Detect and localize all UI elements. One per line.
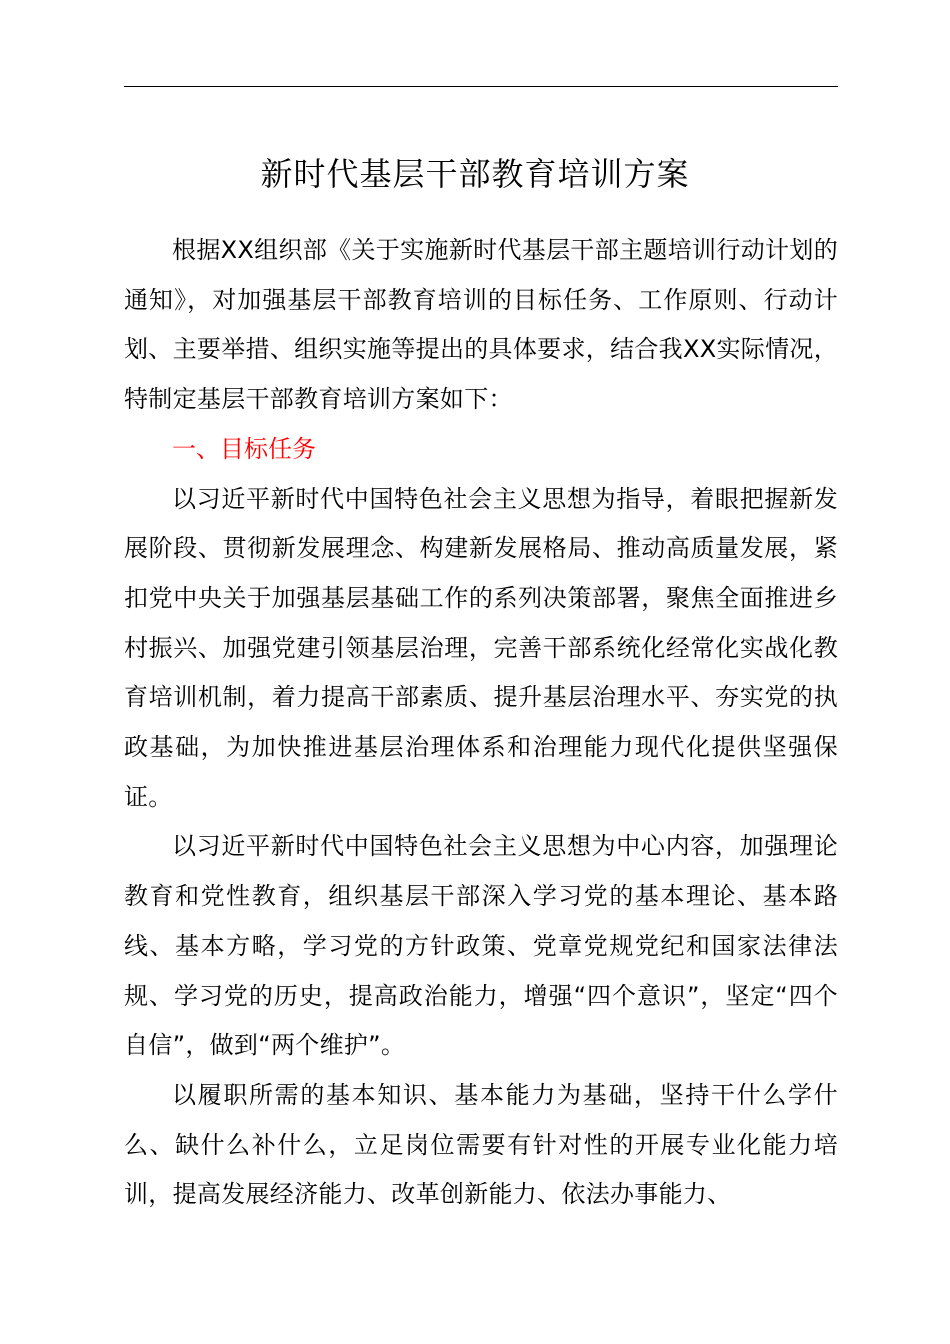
body-paragraph: 以习近平新时代中国特色社会主义思想为指导，着眼把握新发展阶段、贯彻新发展理念、构建新发展格局、推动高质量发展，紧扣党中央关于加强基层基础工作的系列决策部署，聚焦全面推进乡村振兴、加强党建引领基层治理，完善干部系统化经常化实战化教育培训机制，着力提高干部素质、提升基层治理水平、夯实党的执政基础，为加快推进基层治理体系和治理能力现代化提供坚强保证。	[124, 484, 838, 811]
section-heading-goals: 一、目标任务	[172, 434, 316, 463]
body-paragraph: 以履职所需的基本知识、基本能力为基础，坚持干什么学什么、缺什么补什么，立足岗位需要有针对性的开展专业化能力培训，提高发展经济能力、改革创新能力、依法办事能力、	[124, 1080, 838, 1209]
intro-paragraph: 根据XX组织部《关于实施新时代基层干部主题培训行动计划的通知》，对加强基层干部教育培训的目标任务、工作原则、行动计划、主要举措、组织实施等提出的具体要求，结合我XX实际情况，特制定基层干部教育培训方案如下：	[124, 236, 838, 414]
document-body	[124, 226, 838, 1220]
body-paragraph: 以习近平新时代中国特色社会主义思想为中心内容，加强理论教育和党性教育，组织基层干部深入学习党的基本理论、基本路线、基本方略，学习党的方针政策、党章党规党纪和国家法律法规、学习党的历史，提高政治能力，增强“四个意识”，坚定“四个自信”，做到“两个维护”。	[124, 832, 838, 1060]
header-rule	[124, 86, 838, 87]
document-title: 新时代基层干部教育培训方案	[260, 155, 690, 193]
